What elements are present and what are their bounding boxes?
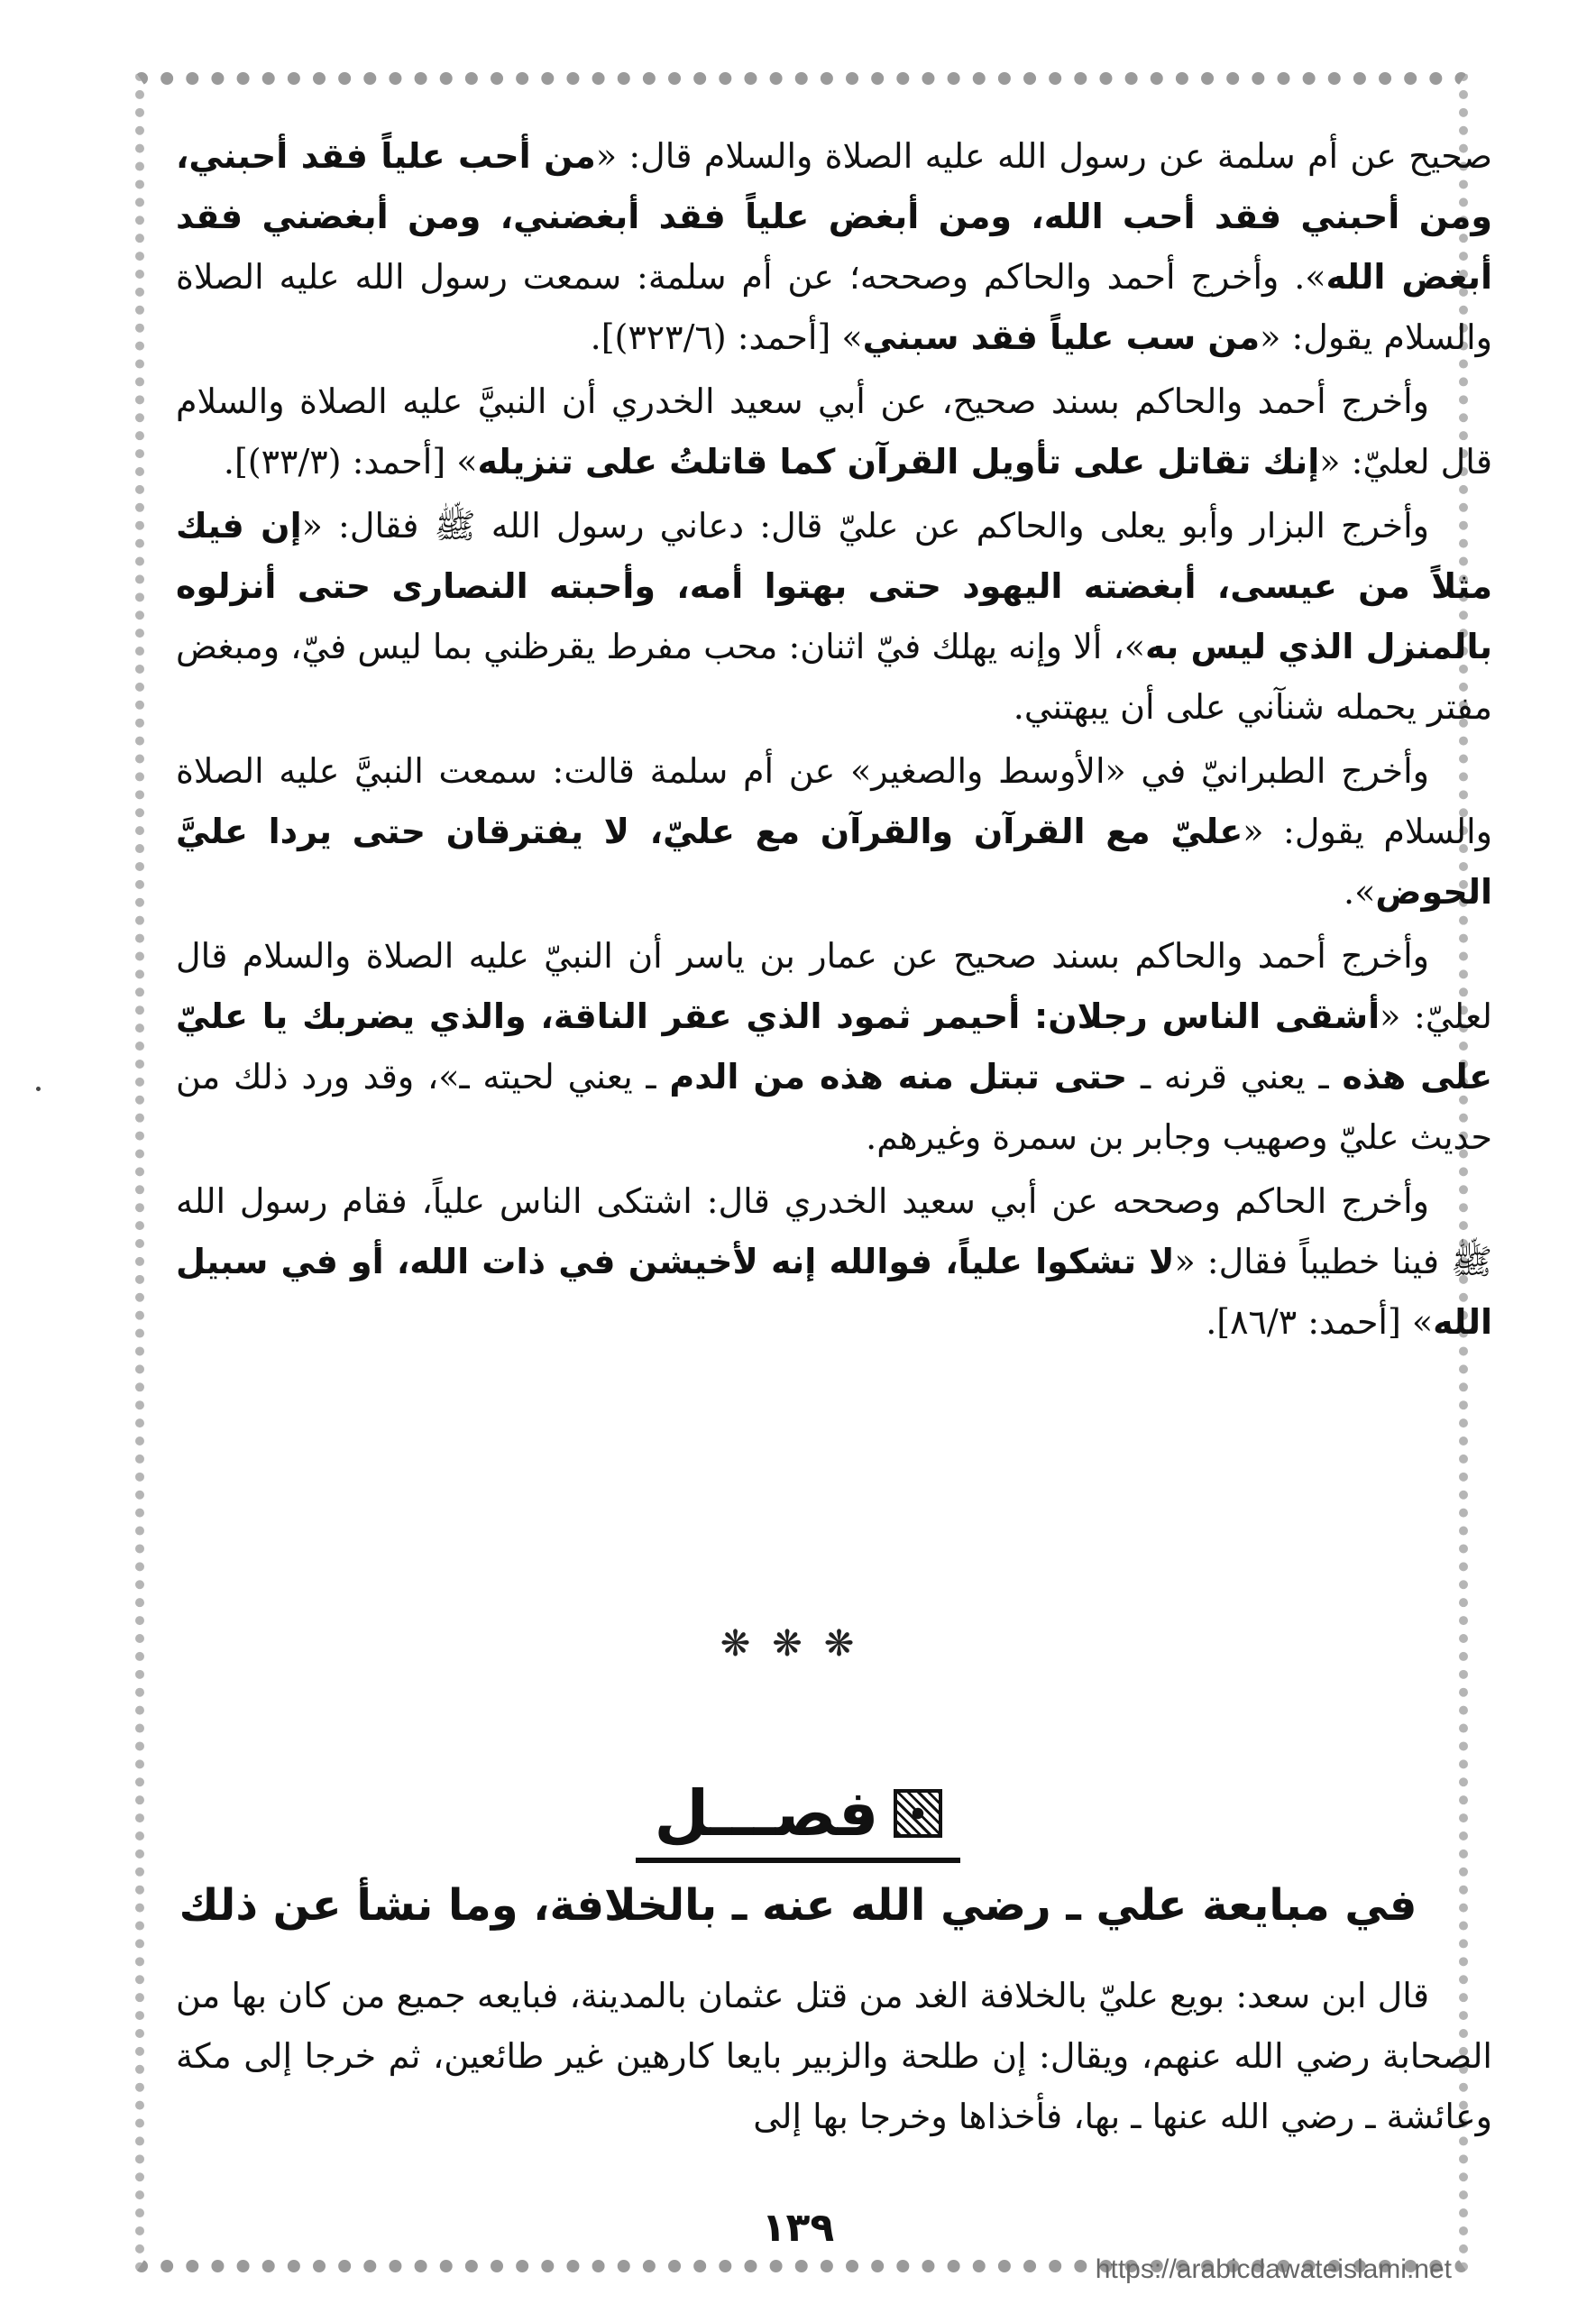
text-run: وأخرج الطبرانيّ في «الأوسط والصغير» عن أم سلمة قالت: سمعت النبيَّ عليه الصلاة والسلام يقول: « [176,751,1492,851]
text-run: ». [1344,872,1376,912]
text-run: ـ يعني لحيته ـ»، وقد ورد ذلك من حديث عليّ وصهيب وجابر بن سمرة وغيرهم. [176,1057,1492,1157]
section-separator: ❋❋❋ [720,1623,876,1665]
text-run: » [أحمد: ٨٦/٣]. [1206,1302,1434,1342]
ornament-icon [894,1789,942,1838]
paragraph [176,496,1492,738]
section-heading [0,1776,1596,1863]
scan-speck [36,1087,41,1091]
main-text-body [176,126,1492,1356]
page-number: ١٣٩ [761,2205,835,2251]
hadith-quote: لا تشكوا علياً، فوالله إنه لأخيشن في ذات الله، أو في سبيل الله [176,1242,1492,1342]
hadith-quote: من أحب علياً فقد أحبني، ومن أحبني فقد أحب الله، ومن أبغض علياً فقد أبغضني، ومن أبغضني فقد أبغض الله [176,136,1492,297]
paragraph [176,126,1492,368]
hadith-quote: عليّ مع القرآن والقرآن مع عليّ، لا يفترقان حتى يردا عليَّ الحوض [176,812,1492,912]
paragraph [176,741,1492,922]
text-run: ـ يعني قرنه ـ [1127,1057,1343,1097]
hadith-quote: إنك تقاتل على تأويل القرآن كما قاتلتُ على تنزيله [477,442,1320,482]
text-run: وأخرج أحمد والحاكم بسند صحيح عن عمار بن ياسر أن النبيّ عليه الصلاة والسلام قال لعليّ: « [176,936,1492,1036]
text-run: » [أحمد: (٣٢٣/٦)]. [590,317,863,357]
section-subtitle: في مبايعة علي ـ رضي الله عنه ـ بالخلافة، وما نشأ عن ذلك [179,1880,1417,1931]
text-run: ». وأخرج أحمد والحاكم وصححه؛ عن أم سلمة: سمعت رسول الله عليه الصلاة والسلام يقول: « [176,257,1492,357]
section-text-body [176,1966,1492,2147]
section-paragraph: قال ابن سعد: بويع عليّ بالخلافة الغد من قتل عثمان بالمدينة، فبايعه جميع من كان بها من الصحابة رضي الله عنهم، ويقال: إن طلحة والزبير بايعا كارهين غير طائعين، ثم خرجا إلى مكة وعائشة ـ رضي الله عنها ـ بها، فأخذاها وخرجا بها إلى [176,1976,1492,2136]
paragraph [176,1171,1492,1353]
section-heading-word: فصـــل [654,1776,879,1850]
text-run: وأخرج أحمد والحاكم بسند صحيح، عن أبي سعيد الخدري أن النبيَّ عليه الصلاة والسلام قال لعليّ: « [176,381,1492,482]
hadith-quote: حتى تبتل منه هذه من الدم [669,1057,1128,1097]
paragraph [176,926,1492,1168]
hadith-quote: إن فيك مثلاً من عيسى، أبغضته اليهود حتى بهتوا أمه، وأحبته النصارى حتى أنزلوه بالمنزل الذي ليس به [176,506,1492,666]
text-run: وأخرج البزار وأبو يعلى والحاكم عن عليّ قال: دعاني رسول الله ﷺ فقال: « [301,506,1429,546]
text-run: صحيح عن أم سلمة عن رسول الله عليه الصلاة والسلام قال: « [595,136,1492,176]
hadith-quote: أشقى الناس رجلان: أحيمر ثمود الذي عقر الناقة، والذي يضربك يا عليّ على هذه [176,996,1493,1097]
text-run: وأخرج الحاكم وصححه عن أبي سعيد الخدري قال: اشتكى الناس علياً، فقام رسول الله ﷺ فينا خطيباً فقال: « [176,1181,1493,1281]
paragraph [176,372,1492,492]
section-heading-underline [636,1776,959,1863]
text-run: » [أحمد: (٣٣/٣)]. [223,442,478,482]
text-run: »، ألا وإنه يهلك فيّ اثنان: محب مفرط يقرظني بما ليس فيّ، ومبغض مفتر يحمله شنآني على أن يبهتني. [176,627,1492,727]
source-watermark: https://arabicdawateislami.net [1095,2254,1452,2284]
hadith-quote: من سب علياً فقد سبني [862,317,1261,357]
